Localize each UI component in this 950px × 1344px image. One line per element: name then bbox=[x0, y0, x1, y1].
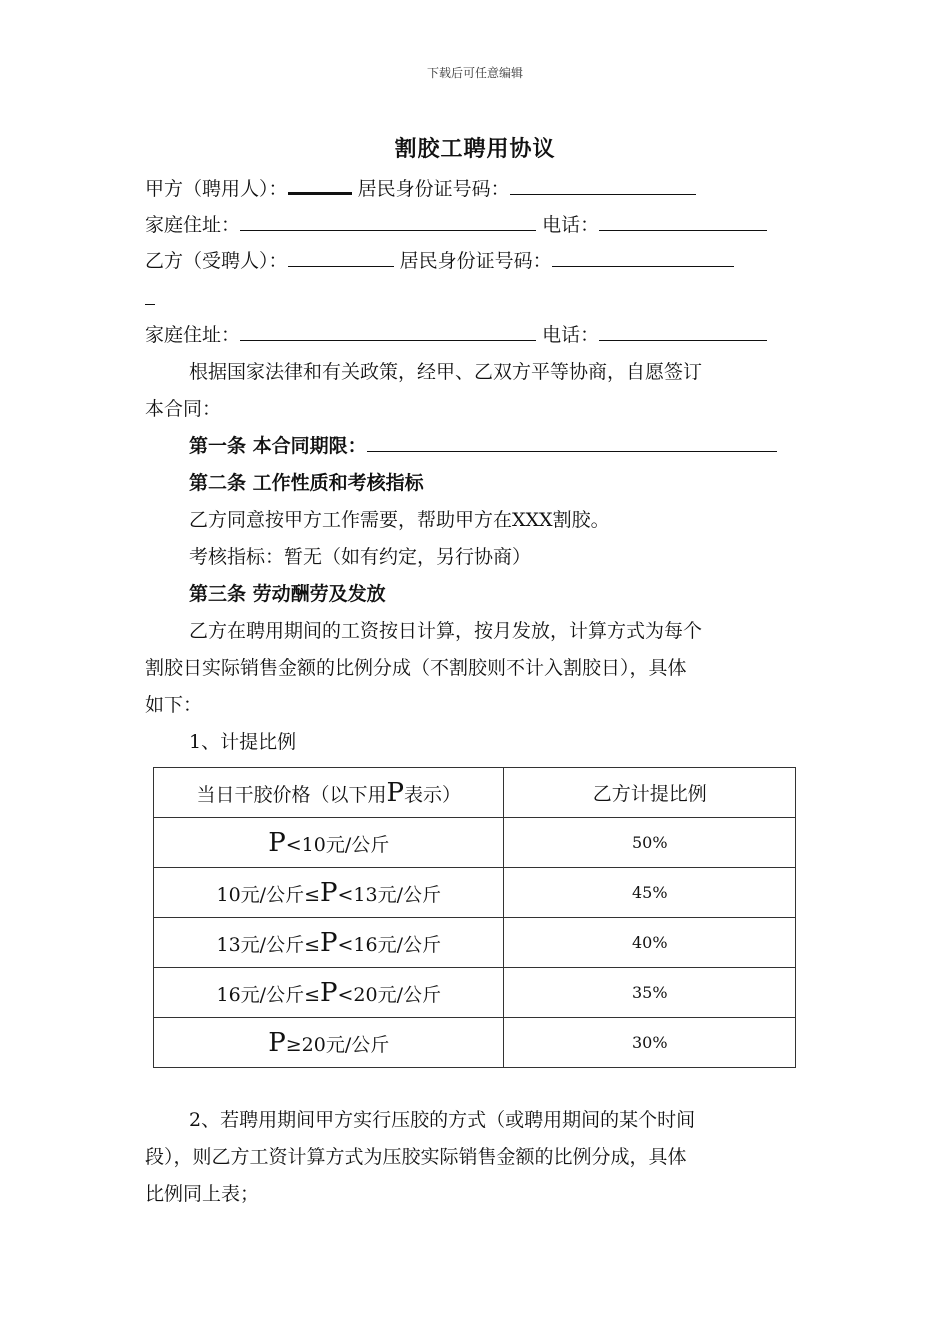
price-symbol: P bbox=[319, 877, 338, 908]
party-b-phone-label: 电话： bbox=[542, 324, 600, 346]
party-b-line bbox=[145, 248, 734, 274]
table-row bbox=[154, 918, 796, 968]
contract-term-field[interactable] bbox=[367, 433, 777, 452]
party-b-address-label: 家庭住址： bbox=[145, 324, 241, 346]
header-price-prefix: 当日干胶价格（以下用 bbox=[196, 783, 387, 806]
item-2-line-1: 2、若聘用期间甲方实行压胶的方式（或聘用期间的某个时间 bbox=[189, 1109, 696, 1131]
party-b-id-continuation bbox=[145, 286, 155, 312]
article-3-heading: 第三条 劳动酬劳及发放 bbox=[189, 583, 386, 605]
rate-cell: 45% bbox=[504, 868, 796, 918]
price-symbol: P bbox=[319, 977, 338, 1008]
party-b-label: 乙方（受聘人）： bbox=[145, 250, 288, 272]
price-range-upper: <16元/公斤 bbox=[337, 933, 441, 956]
price-range-lower: 10元/公斤≤ bbox=[216, 883, 320, 906]
header-rate-cell: 乙方计提比例 bbox=[504, 768, 796, 818]
party-a-name-field[interactable] bbox=[288, 174, 352, 195]
article-2-paragraph-1: 乙方同意按甲方工作需要，帮助甲方在XXX割胶。 bbox=[189, 509, 610, 531]
article-3-line-2: 割胶日实际销售金额的比例分成（不割胶则不计入割胶日），具体 bbox=[145, 657, 687, 679]
price-range-upper: ≥20元/公斤 bbox=[285, 1033, 390, 1056]
table-row bbox=[154, 868, 796, 918]
price-range-upper: <20元/公斤 bbox=[337, 983, 441, 1006]
rate-table bbox=[153, 767, 796, 1068]
article-3-line-3: 如下： bbox=[145, 694, 203, 716]
price-range-cell bbox=[154, 1018, 504, 1068]
header-price-symbol: P bbox=[386, 777, 404, 808]
price-range-cell bbox=[154, 868, 504, 918]
article-2-paragraph-2: 考核指标：暂无（如有约定，另行协商） bbox=[189, 546, 532, 568]
party-b-address-field[interactable] bbox=[240, 322, 536, 341]
rate-cell: 40% bbox=[504, 918, 796, 968]
price-symbol: P bbox=[319, 927, 338, 958]
party-b-id-field-continued[interactable] bbox=[145, 286, 155, 305]
rate-cell: 30% bbox=[504, 1018, 796, 1068]
table-row bbox=[154, 968, 796, 1018]
article-1-heading: 第一条 本合同期限： bbox=[189, 435, 367, 457]
party-b-phone-field[interactable] bbox=[599, 322, 767, 341]
party-a-id-field[interactable] bbox=[510, 176, 696, 195]
price-range-cell bbox=[154, 818, 504, 868]
header-note: 下载后可任意编辑 bbox=[426, 66, 523, 80]
header-price-suffix: 表示） bbox=[403, 783, 461, 806]
price-range-cell bbox=[154, 968, 504, 1018]
intro-line-2: 本合同： bbox=[145, 398, 222, 420]
party-b-id-label: 居民身份证号码： bbox=[399, 250, 552, 272]
price-range-upper: <10元/公斤 bbox=[285, 833, 390, 856]
party-a-label: 甲方（聘用人）： bbox=[145, 178, 288, 200]
table-row bbox=[154, 818, 796, 868]
item-2-line-2: 段），则乙方工资计算方式为压胶实际销售金额的比例分成，具体 bbox=[145, 1146, 687, 1168]
party-b-id-field[interactable] bbox=[552, 248, 734, 267]
rate-cell: 50% bbox=[504, 818, 796, 868]
party-b-address-line bbox=[145, 322, 767, 348]
item-2-line-3: 比例同上表； bbox=[145, 1183, 260, 1205]
party-a-address-field[interactable] bbox=[240, 212, 536, 231]
intro-line-1: 根据国家法律和有关政策，经甲、乙双方平等协商，自愿签订 bbox=[189, 361, 703, 383]
article-3-line-1: 乙方在聘用期间的工资按日计算，按月发放，计算方式为每个 bbox=[189, 620, 703, 642]
party-a-line bbox=[145, 174, 696, 202]
party-a-id-label: 居民身份证号码： bbox=[357, 178, 510, 200]
party-a-phone-field[interactable] bbox=[599, 212, 767, 231]
table-header-row bbox=[154, 768, 796, 818]
price-symbol: P bbox=[268, 1027, 286, 1058]
price-range-upper: <13元/公斤 bbox=[337, 883, 441, 906]
price-range-cell bbox=[154, 918, 504, 968]
rate-cell: 35% bbox=[504, 968, 796, 1018]
article-1 bbox=[189, 433, 777, 459]
party-b-name-field[interactable] bbox=[288, 248, 394, 267]
table-row bbox=[154, 1018, 796, 1068]
price-range-lower: 16元/公斤≤ bbox=[216, 983, 320, 1006]
party-a-address-line bbox=[145, 212, 767, 238]
price-range-lower: 13元/公斤≤ bbox=[216, 933, 320, 956]
party-a-address-label: 家庭住址： bbox=[145, 214, 241, 236]
item-1-heading: 1、计提比例 bbox=[189, 731, 297, 753]
document-title: 割胶工聘用协议 bbox=[394, 136, 556, 162]
party-a-phone-label: 电话： bbox=[542, 214, 600, 236]
header-price-cell bbox=[154, 768, 504, 818]
article-2-heading: 第二条 工作性质和考核指标 bbox=[189, 472, 424, 494]
price-symbol: P bbox=[268, 827, 286, 858]
